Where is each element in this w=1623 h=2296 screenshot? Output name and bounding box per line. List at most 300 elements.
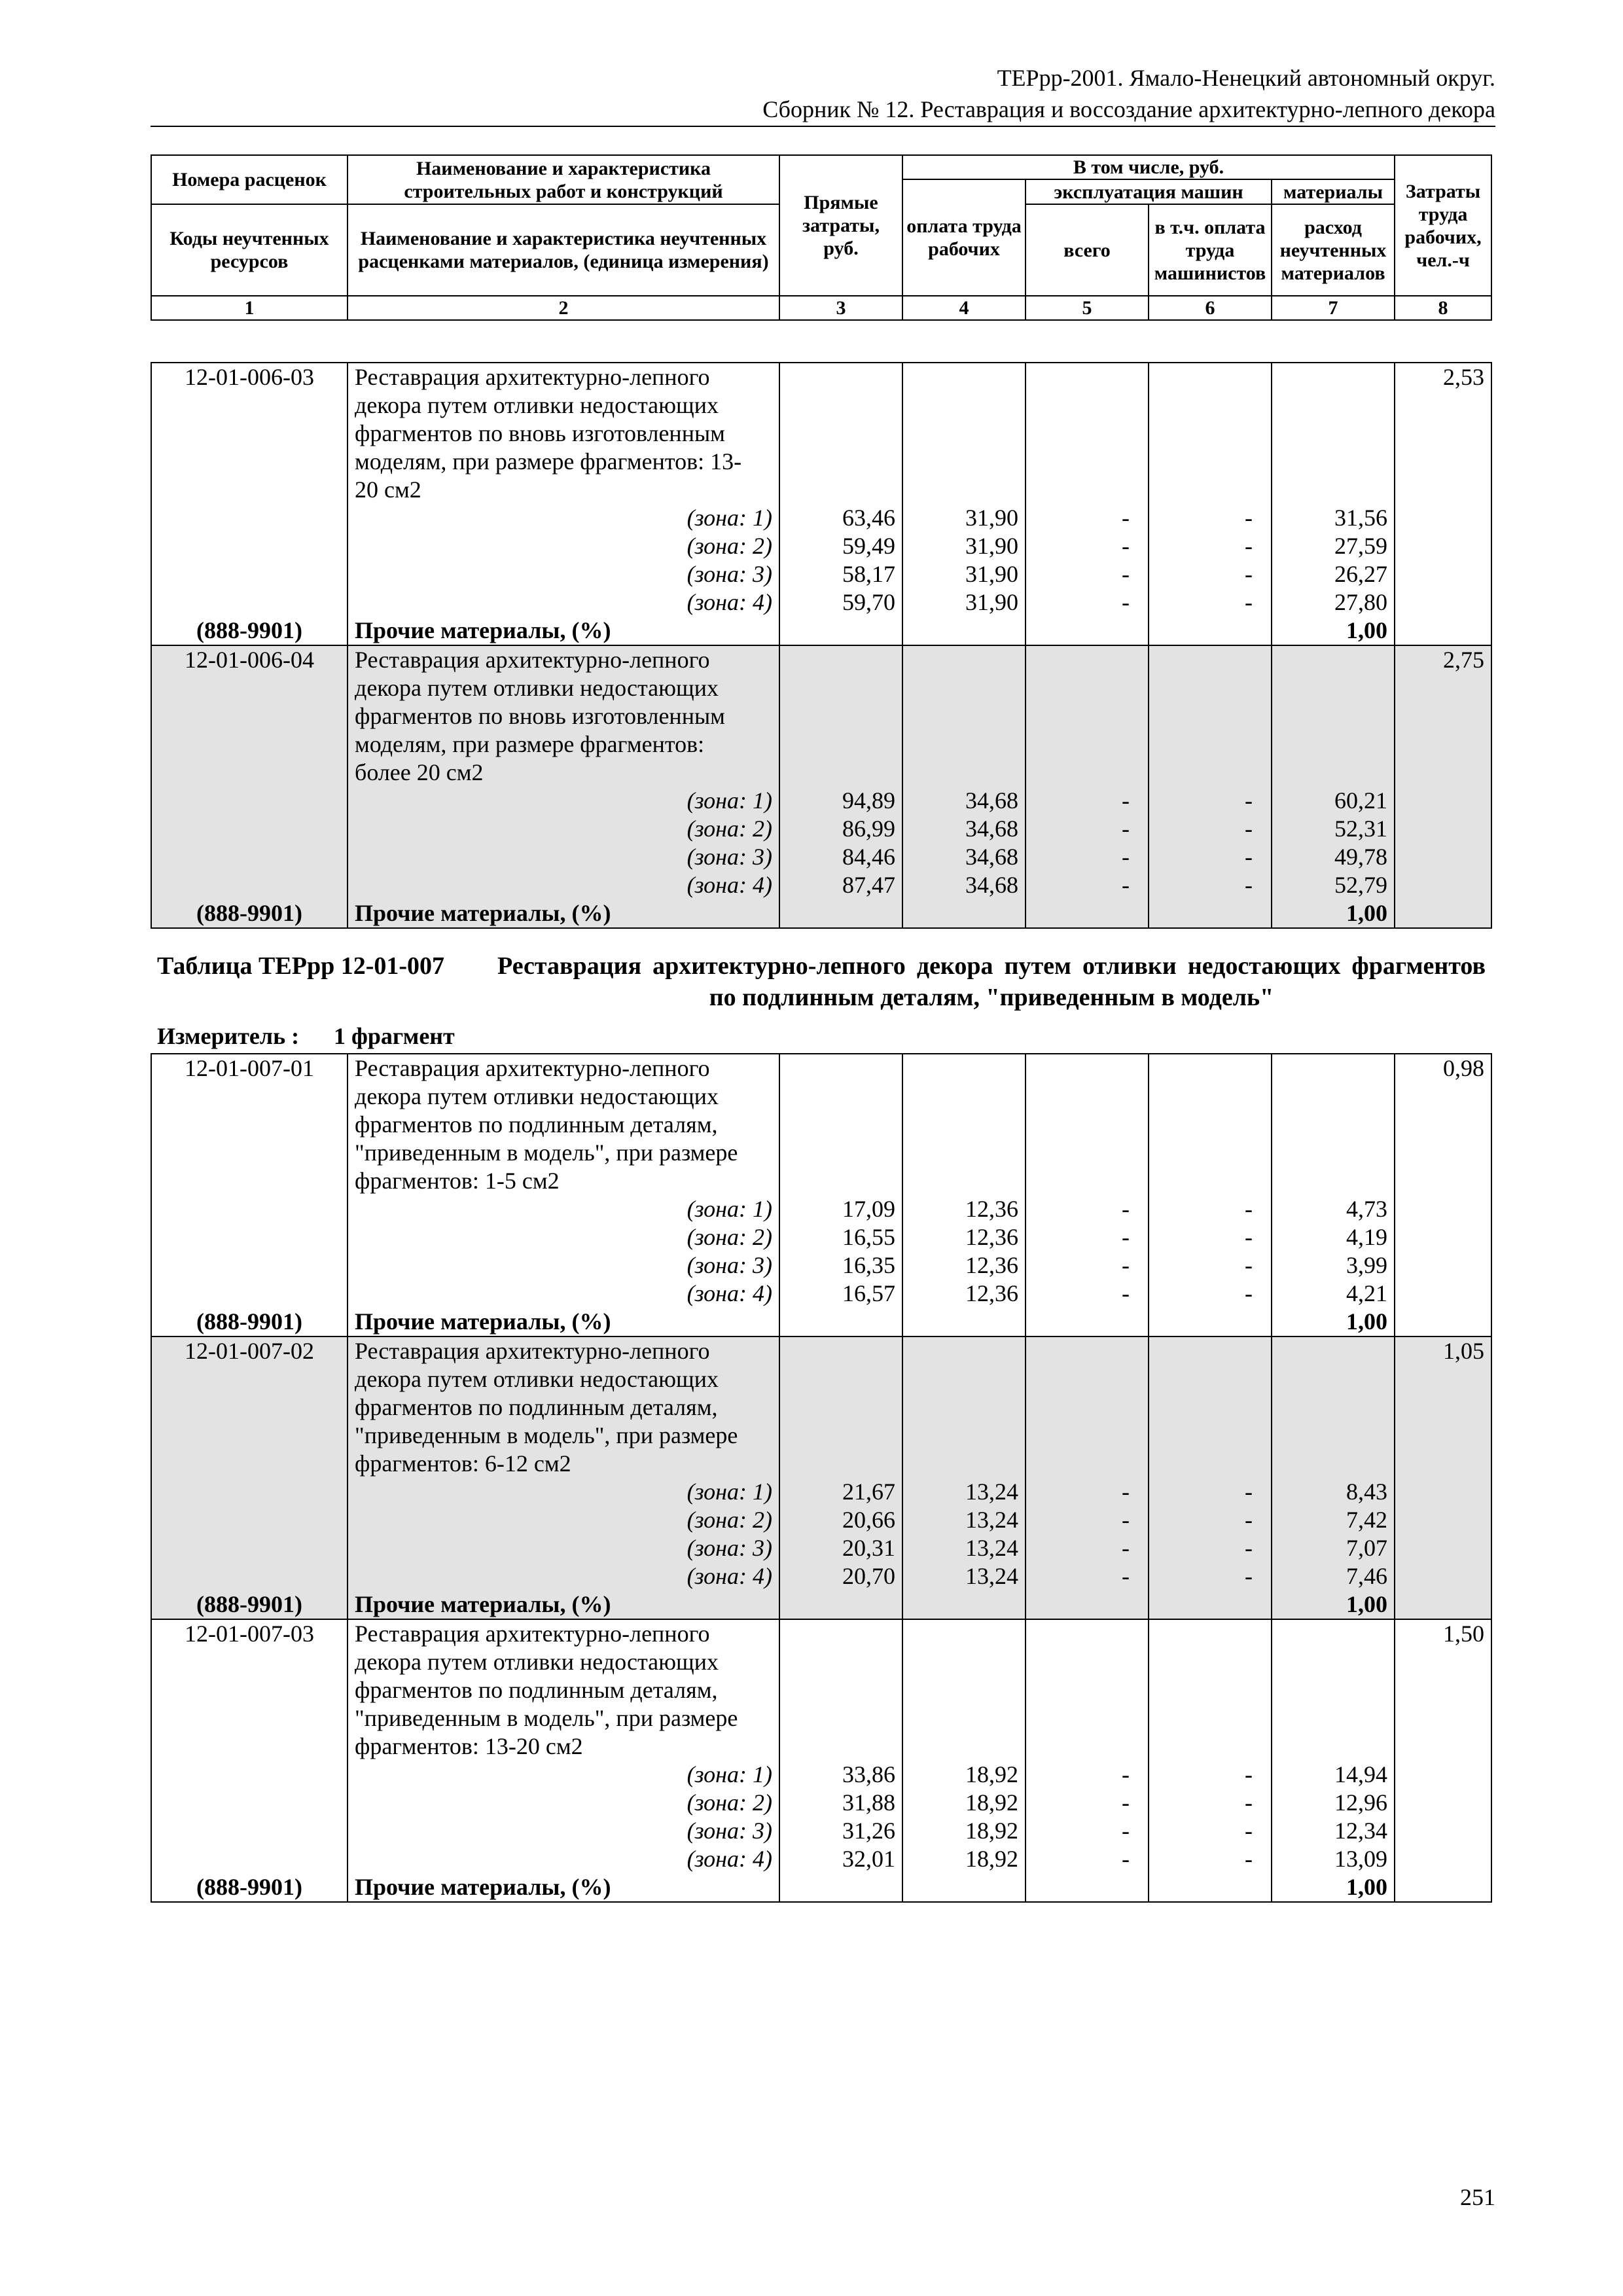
materials-value: 14,94 xyxy=(1334,1761,1387,1787)
other-materials-code: (888-9901) xyxy=(196,900,302,926)
spacer xyxy=(1395,1873,1491,1901)
spacer xyxy=(1026,1648,1148,1676)
materials-value: 3,99 xyxy=(1346,1252,1387,1278)
spacer xyxy=(1026,1167,1148,1195)
rate-description-line: фрагментов: 13-20 см2 xyxy=(355,1733,583,1759)
spacer xyxy=(152,504,347,532)
machinist-pay-value: - xyxy=(1245,1535,1253,1561)
rate-code: 12-01-007-02 xyxy=(185,1338,314,1364)
spacer xyxy=(1026,391,1148,420)
machine-total-value: - xyxy=(1122,787,1130,814)
machinist-pay-value: - xyxy=(1245,1479,1253,1505)
materials-value: 7,46 xyxy=(1346,1563,1387,1589)
rate-description-line: "приведенным в модель", при размере xyxy=(355,1422,738,1448)
spacer xyxy=(152,588,347,617)
rate-cell xyxy=(151,363,348,645)
rate-cell xyxy=(779,1619,902,1902)
labor-pay-value: 31,90 xyxy=(965,561,1018,587)
spacer xyxy=(1272,674,1394,702)
spacer xyxy=(1395,1393,1491,1422)
spacer xyxy=(1149,476,1271,504)
spacer xyxy=(1026,617,1148,645)
spacer xyxy=(1026,1393,1148,1422)
spacer xyxy=(780,1648,902,1676)
spacer xyxy=(1149,730,1271,759)
spacer xyxy=(1395,1308,1491,1336)
other-materials-code: (888-9901) xyxy=(196,1591,302,1617)
machine-total-value: - xyxy=(1122,872,1130,898)
spacer xyxy=(1272,759,1394,787)
spacer xyxy=(780,1083,902,1111)
spacer xyxy=(152,843,347,871)
spacer xyxy=(1149,1083,1271,1111)
spacer xyxy=(1395,1817,1491,1845)
spacer xyxy=(903,391,1025,420)
spacer xyxy=(1395,617,1491,645)
spacer xyxy=(152,391,347,420)
machine-total-value: - xyxy=(1122,1761,1130,1787)
spacer xyxy=(1272,420,1394,448)
spacer xyxy=(903,1590,1025,1619)
spacer xyxy=(152,1393,347,1422)
running-header-title: ТЕРрр-2001. Ямало-Ненецкий автономный округ. xyxy=(997,65,1495,91)
zone-label: (зона: 1) xyxy=(687,1196,772,1222)
rate-cell xyxy=(348,1054,779,1336)
labor-pay-value: 13,24 xyxy=(965,1535,1018,1561)
rate-cell xyxy=(348,1619,779,1902)
spacer xyxy=(1395,1251,1491,1280)
machinist-pay-value: - xyxy=(1245,787,1253,814)
rate-description-line: Реставрация архитектурно-лепного xyxy=(355,1338,710,1364)
head-labor-costs: Затраты труда рабочих, чел.-ч xyxy=(1395,155,1491,296)
spacer xyxy=(1272,1450,1394,1478)
materials-value: 31,56 xyxy=(1334,505,1387,531)
head-including: В том числе, руб. xyxy=(902,155,1395,179)
spacer xyxy=(1149,1393,1271,1422)
direct-costs-value: 17,09 xyxy=(842,1196,895,1222)
spacer xyxy=(1395,871,1491,899)
machinist-pay-value: - xyxy=(1245,589,1253,615)
spacer xyxy=(780,617,902,645)
labor-pay-value: 34,68 xyxy=(965,844,1018,870)
spacer xyxy=(903,448,1025,476)
spacer xyxy=(1149,1676,1271,1704)
labor-pay-value: 18,92 xyxy=(965,1761,1018,1787)
materials-value: 7,07 xyxy=(1346,1535,1387,1561)
direct-costs-value: 84,46 xyxy=(842,844,895,870)
rate-cell xyxy=(1272,363,1395,645)
spacer xyxy=(1272,1648,1394,1676)
page-number: 251 xyxy=(1460,2184,1495,2210)
materials-value: 8,43 xyxy=(1346,1479,1387,1505)
zone-label: (зона: 1) xyxy=(687,787,772,814)
spacer xyxy=(1272,1422,1394,1450)
spacer xyxy=(152,1422,347,1450)
labor-pay-value: 18,92 xyxy=(965,1846,1018,1872)
rate-cell xyxy=(1272,1336,1395,1619)
spacer xyxy=(1149,702,1271,730)
machine-total-value: - xyxy=(1122,844,1130,870)
direct-costs-value: 59,49 xyxy=(842,533,895,559)
machine-total-value: - xyxy=(1122,1846,1130,1872)
spacer xyxy=(1395,448,1491,476)
machinist-pay-value: - xyxy=(1245,872,1253,898)
table-caption-title: Реставрация архитектурно-лепного декора путем отливки недостающих фрагментов по подлинным деталям, "приведенным в модель" xyxy=(497,952,1486,1011)
direct-costs-value: 87,47 xyxy=(842,872,895,898)
spacer xyxy=(1395,1280,1491,1308)
spacer xyxy=(152,1365,347,1393)
labor-pay-value: 13,24 xyxy=(965,1479,1018,1505)
other-materials-label: Прочие материалы, (%) xyxy=(355,617,611,643)
rate-description-line: декора путем отливки недостающих xyxy=(355,1083,719,1109)
spacer xyxy=(1272,1337,1394,1365)
labor-pay-value: 18,92 xyxy=(965,1789,1018,1816)
machine-total-value: - xyxy=(1122,1535,1130,1561)
machinist-pay-value: - xyxy=(1245,816,1253,842)
spacer xyxy=(1395,843,1491,871)
spacer xyxy=(1395,532,1491,560)
spacer xyxy=(1395,504,1491,532)
head-machine-operation: эксплуатация машин xyxy=(1026,179,1272,204)
direct-costs-value: 31,88 xyxy=(842,1789,895,1816)
zone-label: (зона: 1) xyxy=(687,1479,772,1505)
spacer xyxy=(152,1648,347,1676)
rate-description-line: фрагментов по подлинным деталям, xyxy=(355,1394,718,1420)
spacer xyxy=(1149,1365,1271,1393)
zone-label: (зона: 2) xyxy=(687,1224,772,1250)
spacer xyxy=(1395,1562,1491,1590)
head-direct-costs: Прямые затраты, руб. xyxy=(779,155,902,296)
spacer xyxy=(1395,1648,1491,1676)
spacer xyxy=(1395,1195,1491,1223)
zone-label: (зона: 2) xyxy=(687,1507,772,1533)
machine-total-value: - xyxy=(1122,1479,1130,1505)
spacer xyxy=(780,1337,902,1365)
spacer xyxy=(1395,1478,1491,1506)
spacer xyxy=(1395,759,1491,787)
spacer xyxy=(1026,1704,1148,1732)
spacer xyxy=(780,730,902,759)
head-resource-codes: Коды неучтенных ресурсов xyxy=(151,204,348,296)
rate-code: 12-01-006-03 xyxy=(185,364,314,390)
spacer xyxy=(1272,702,1394,730)
rate-description-line: моделям, при размере фрагментов: 13- xyxy=(355,448,742,475)
machine-total-value: - xyxy=(1122,1196,1130,1222)
spacer xyxy=(152,1534,347,1562)
spacer xyxy=(1026,420,1148,448)
spacer xyxy=(1026,1590,1148,1619)
spacer xyxy=(1026,1083,1148,1111)
spacer xyxy=(1026,448,1148,476)
rate-cell xyxy=(348,363,779,645)
spacer xyxy=(1395,476,1491,504)
spacer xyxy=(152,1139,347,1167)
rate-description-line: моделям, при размере фрагментов: xyxy=(355,731,705,757)
materials-value: 26,27 xyxy=(1334,561,1387,587)
spacer xyxy=(780,1676,902,1704)
rate-cell xyxy=(1395,1054,1491,1336)
spacer xyxy=(1149,363,1271,391)
machinist-pay-value: - xyxy=(1245,1789,1253,1816)
rate-cell xyxy=(1149,1054,1272,1336)
rate-cell xyxy=(1026,1619,1149,1902)
spacer xyxy=(903,617,1025,645)
rate-description-line: "приведенным в модель", при размере xyxy=(355,1705,738,1731)
spacer xyxy=(1272,363,1394,391)
other-materials-label: Прочие материалы, (%) xyxy=(355,1308,611,1335)
labor-pay-value: 31,90 xyxy=(965,533,1018,559)
spacer xyxy=(1026,363,1148,391)
machinist-pay-value: - xyxy=(1245,1846,1253,1872)
rate-code: 12-01-006-04 xyxy=(185,647,314,673)
spacer xyxy=(1026,1873,1148,1901)
rate-cell xyxy=(779,1336,902,1619)
rate-cell xyxy=(1272,1619,1395,1902)
labor-pay-value: 31,90 xyxy=(965,589,1018,615)
spacer xyxy=(152,1676,347,1704)
head-labor-pay: оплата труда рабочих xyxy=(902,179,1026,296)
header-rule xyxy=(151,126,1495,127)
spacer xyxy=(1149,1308,1271,1336)
spacer xyxy=(152,1704,347,1732)
machinist-pay-value: - xyxy=(1245,561,1253,587)
spacer xyxy=(903,1873,1025,1901)
zone-label: (зона: 4) xyxy=(687,1563,772,1589)
rate-description-line: фрагментов по вновь изготовленным xyxy=(355,420,725,446)
spacer xyxy=(1026,730,1148,759)
spacer xyxy=(1149,759,1271,787)
direct-costs-value: 20,31 xyxy=(842,1535,895,1561)
spacer xyxy=(1026,702,1148,730)
spacer xyxy=(780,1139,902,1167)
spacer xyxy=(1272,1167,1394,1195)
spacer xyxy=(780,899,902,927)
rate-cell xyxy=(902,1619,1026,1902)
spacer xyxy=(903,1648,1025,1676)
spacer xyxy=(152,1195,347,1223)
head-unaccounted-consumption: расход неучтенных материалов xyxy=(1272,204,1395,296)
rate-row xyxy=(151,645,1491,928)
spacer xyxy=(780,420,902,448)
rate-cell xyxy=(1026,1336,1149,1619)
table-caption-label: Таблица ТЕРрр 12-01-007 xyxy=(157,952,445,980)
spacer xyxy=(1026,1450,1148,1478)
table-column-header xyxy=(151,154,1492,321)
spacer xyxy=(152,1280,347,1308)
col-number: 1 xyxy=(151,296,348,320)
spacer xyxy=(1395,1223,1491,1251)
spacer xyxy=(780,646,902,674)
spacer xyxy=(1395,787,1491,815)
spacer xyxy=(152,1083,347,1111)
spacer xyxy=(780,1590,902,1619)
spacer xyxy=(152,1251,347,1280)
rate-cell xyxy=(151,1619,348,1902)
labor-costs-value: 2,53 xyxy=(1443,364,1484,390)
other-materials-code: (888-9901) xyxy=(196,617,302,643)
machinist-pay-value: - xyxy=(1245,1280,1253,1306)
machinist-pay-value: - xyxy=(1245,1252,1253,1278)
labor-pay-value: 12,36 xyxy=(965,1252,1018,1278)
spacer xyxy=(152,1111,347,1139)
zone-label: (зона: 2) xyxy=(687,1789,772,1816)
rate-description-line: Реставрация архитектурно-лепного xyxy=(355,1055,710,1081)
rate-cell xyxy=(1149,363,1272,645)
col-number: 6 xyxy=(1149,296,1272,320)
rate-cell xyxy=(151,1054,348,1336)
spacer xyxy=(903,363,1025,391)
materials-value: 4,21 xyxy=(1346,1280,1387,1306)
spacer xyxy=(1395,702,1491,730)
spacer xyxy=(780,1111,902,1139)
spacer xyxy=(1272,1704,1394,1732)
spacer xyxy=(1026,1111,1148,1139)
spacer xyxy=(1272,1054,1394,1083)
running-header-subtitle: Сборник № 12. Реставрация и воссоздание архитектурно-лепного декора xyxy=(762,96,1495,122)
rate-description-line: фрагментов по подлинным деталям, xyxy=(355,1111,718,1138)
rate-cell xyxy=(902,1336,1026,1619)
spacer xyxy=(903,1450,1025,1478)
direct-costs-value: 21,67 xyxy=(842,1479,895,1505)
column-number-row xyxy=(151,296,1491,320)
spacer xyxy=(152,560,347,588)
spacer xyxy=(1026,1337,1148,1365)
rate-description-line: "приведенным в модель", при размере xyxy=(355,1139,738,1166)
direct-costs-value: 63,46 xyxy=(842,505,895,531)
spacer xyxy=(1026,759,1148,787)
spacer xyxy=(903,1620,1025,1648)
direct-costs-value: 16,55 xyxy=(842,1224,895,1250)
zone-label: (зона: 1) xyxy=(687,1761,772,1787)
spacer xyxy=(1272,1111,1394,1139)
rate-cell xyxy=(1149,1619,1272,1902)
direct-costs-value: 16,35 xyxy=(842,1252,895,1278)
direct-costs-value: 94,89 xyxy=(842,787,895,814)
rates-table-007 xyxy=(151,1053,1492,1903)
zone-label: (зона: 2) xyxy=(687,816,772,842)
labor-pay-value: 13,24 xyxy=(965,1507,1018,1533)
spacer xyxy=(1395,1450,1491,1478)
spacer xyxy=(780,448,902,476)
spacer xyxy=(903,674,1025,702)
spacer xyxy=(1395,899,1491,927)
rate-cell xyxy=(1395,1619,1491,1902)
labor-pay-value: 34,68 xyxy=(965,872,1018,898)
spacer xyxy=(1272,1139,1394,1167)
spacer xyxy=(1395,1676,1491,1704)
col-number: 7 xyxy=(1272,296,1395,320)
spacer xyxy=(780,702,902,730)
spacer xyxy=(1272,448,1394,476)
spacer xyxy=(1395,1139,1491,1167)
machinist-pay-value: - xyxy=(1245,533,1253,559)
spacer xyxy=(903,1365,1025,1393)
labor-pay-value: 12,36 xyxy=(965,1280,1018,1306)
materials-value: 27,80 xyxy=(1334,589,1387,615)
labor-pay-value: 31,90 xyxy=(965,505,1018,531)
head-machine-total: всего xyxy=(1026,204,1149,296)
rate-cell xyxy=(151,1336,348,1619)
rate-cell xyxy=(151,645,348,928)
zone-label: (зона: 3) xyxy=(687,1818,772,1844)
machine-total-value: - xyxy=(1122,1818,1130,1844)
rate-row xyxy=(151,1336,1491,1619)
other-materials-value: 1,00 xyxy=(1346,900,1387,926)
spacer xyxy=(780,1450,902,1478)
other-materials-value: 1,00 xyxy=(1346,1591,1387,1617)
spacer xyxy=(1149,617,1271,645)
labor-pay-value: 13,24 xyxy=(965,1563,1018,1589)
spacer xyxy=(780,391,902,420)
spacer xyxy=(1149,646,1271,674)
rate-description-line: Реставрация архитектурно-лепного xyxy=(355,647,710,673)
spacer xyxy=(152,448,347,476)
spacer xyxy=(1395,1534,1491,1562)
spacer xyxy=(152,1732,347,1761)
labor-pay-value: 34,68 xyxy=(965,816,1018,842)
materials-value: 12,34 xyxy=(1334,1818,1387,1844)
spacer xyxy=(1395,1422,1491,1450)
other-materials-label: Прочие материалы, (%) xyxy=(355,1591,611,1617)
machine-total-value: - xyxy=(1122,1563,1130,1589)
spacer xyxy=(152,532,347,560)
unit-value: 1 фрагмент xyxy=(334,1023,455,1049)
machinist-pay-value: - xyxy=(1245,1563,1253,1589)
spacer xyxy=(1149,420,1271,448)
spacer xyxy=(152,1789,347,1817)
spacer xyxy=(780,1704,902,1732)
rate-cell xyxy=(902,1054,1026,1336)
materials-value: 7,42 xyxy=(1346,1507,1387,1533)
other-materials-value: 1,00 xyxy=(1346,617,1387,643)
zone-label: (зона: 1) xyxy=(687,505,772,531)
rate-cell xyxy=(1272,645,1395,928)
spacer xyxy=(780,1365,902,1393)
spacer xyxy=(1026,1308,1148,1336)
spacer xyxy=(1395,674,1491,702)
spacer xyxy=(903,420,1025,448)
spacer xyxy=(152,815,347,843)
spacer xyxy=(1149,391,1271,420)
spacer xyxy=(1149,1590,1271,1619)
machine-total-value: - xyxy=(1122,816,1130,842)
spacer xyxy=(1395,1590,1491,1619)
spacer xyxy=(780,1393,902,1422)
rate-row xyxy=(151,1054,1491,1336)
rate-cell xyxy=(1395,645,1491,928)
materials-value: 52,31 xyxy=(1334,816,1387,842)
spacer xyxy=(780,1054,902,1083)
labor-pay-value: 34,68 xyxy=(965,787,1018,814)
direct-costs-value: 86,99 xyxy=(842,816,895,842)
spacer xyxy=(1026,1732,1148,1761)
materials-value: 49,78 xyxy=(1334,844,1387,870)
spacer xyxy=(1272,1676,1394,1704)
rate-description-line: Реставрация архитектурно-лепного xyxy=(355,1621,710,1647)
direct-costs-value: 16,57 xyxy=(842,1280,895,1306)
spacer xyxy=(903,1139,1025,1167)
rate-description-line: более 20 см2 xyxy=(355,759,484,785)
spacer xyxy=(1149,674,1271,702)
rate-cell xyxy=(779,363,902,645)
spacer xyxy=(1395,1167,1491,1195)
spacer xyxy=(1026,899,1148,927)
spacer xyxy=(1395,1083,1491,1111)
rate-cell xyxy=(779,645,902,928)
other-materials-value: 1,00 xyxy=(1346,1874,1387,1900)
zone-label: (зона: 3) xyxy=(687,1535,772,1561)
rate-cell xyxy=(902,363,1026,645)
